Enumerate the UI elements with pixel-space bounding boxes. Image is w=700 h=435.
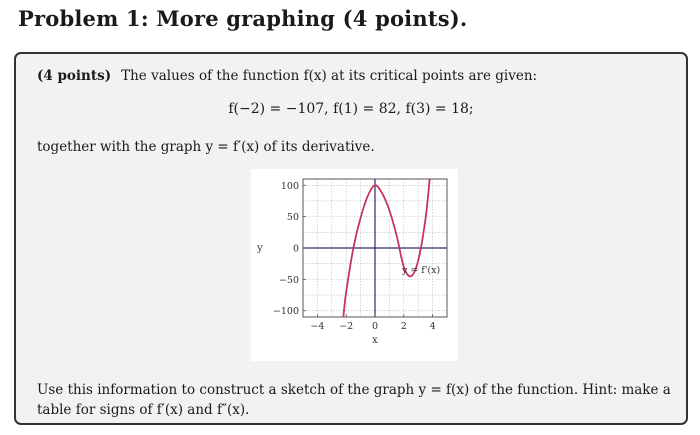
- derivative-chart-svg: [251, 169, 458, 361]
- points-label: (4 points): [37, 68, 112, 84]
- y-tick-label: −50: [278, 274, 299, 286]
- derivative-graph: [251, 169, 458, 361]
- x-tick-label: 4: [429, 321, 436, 332]
- y-tick-label: 50: [286, 212, 299, 224]
- x-tick-label: 0: [371, 321, 379, 332]
- y-axis-label: y: [257, 243, 263, 254]
- x-tick-label: 2: [400, 321, 407, 332]
- x-tick-label: −2: [339, 321, 354, 332]
- instructions-text: Use this information to construct a sketch of the graph y = f(x) of the function. Hint: make a table for signs of f′(x) and f″(x).: [37, 382, 671, 418]
- intro-line: [37, 68, 537, 84]
- y-tick-label: −100: [272, 306, 299, 318]
- intro-text: The values of the function f(x) at its critical points are given:: [121, 68, 538, 84]
- x-tick-label: −4: [310, 321, 325, 332]
- problem-heading: Problem 1: More graphing (4 points).: [18, 6, 468, 31]
- y-tick-label: 100: [280, 180, 299, 192]
- derivative-line: together with the graph y = f′(x) of its derivative.: [37, 139, 375, 155]
- x-axis-label: x: [372, 335, 378, 346]
- critical-values-formula: f(−2) = −107, f(1) = 82, f(3) = 18;: [228, 101, 474, 117]
- curve-annotation: y = f'(x): [401, 265, 441, 277]
- y-tick-label: 0: [292, 243, 299, 255]
- problem-box: [14, 52, 688, 425]
